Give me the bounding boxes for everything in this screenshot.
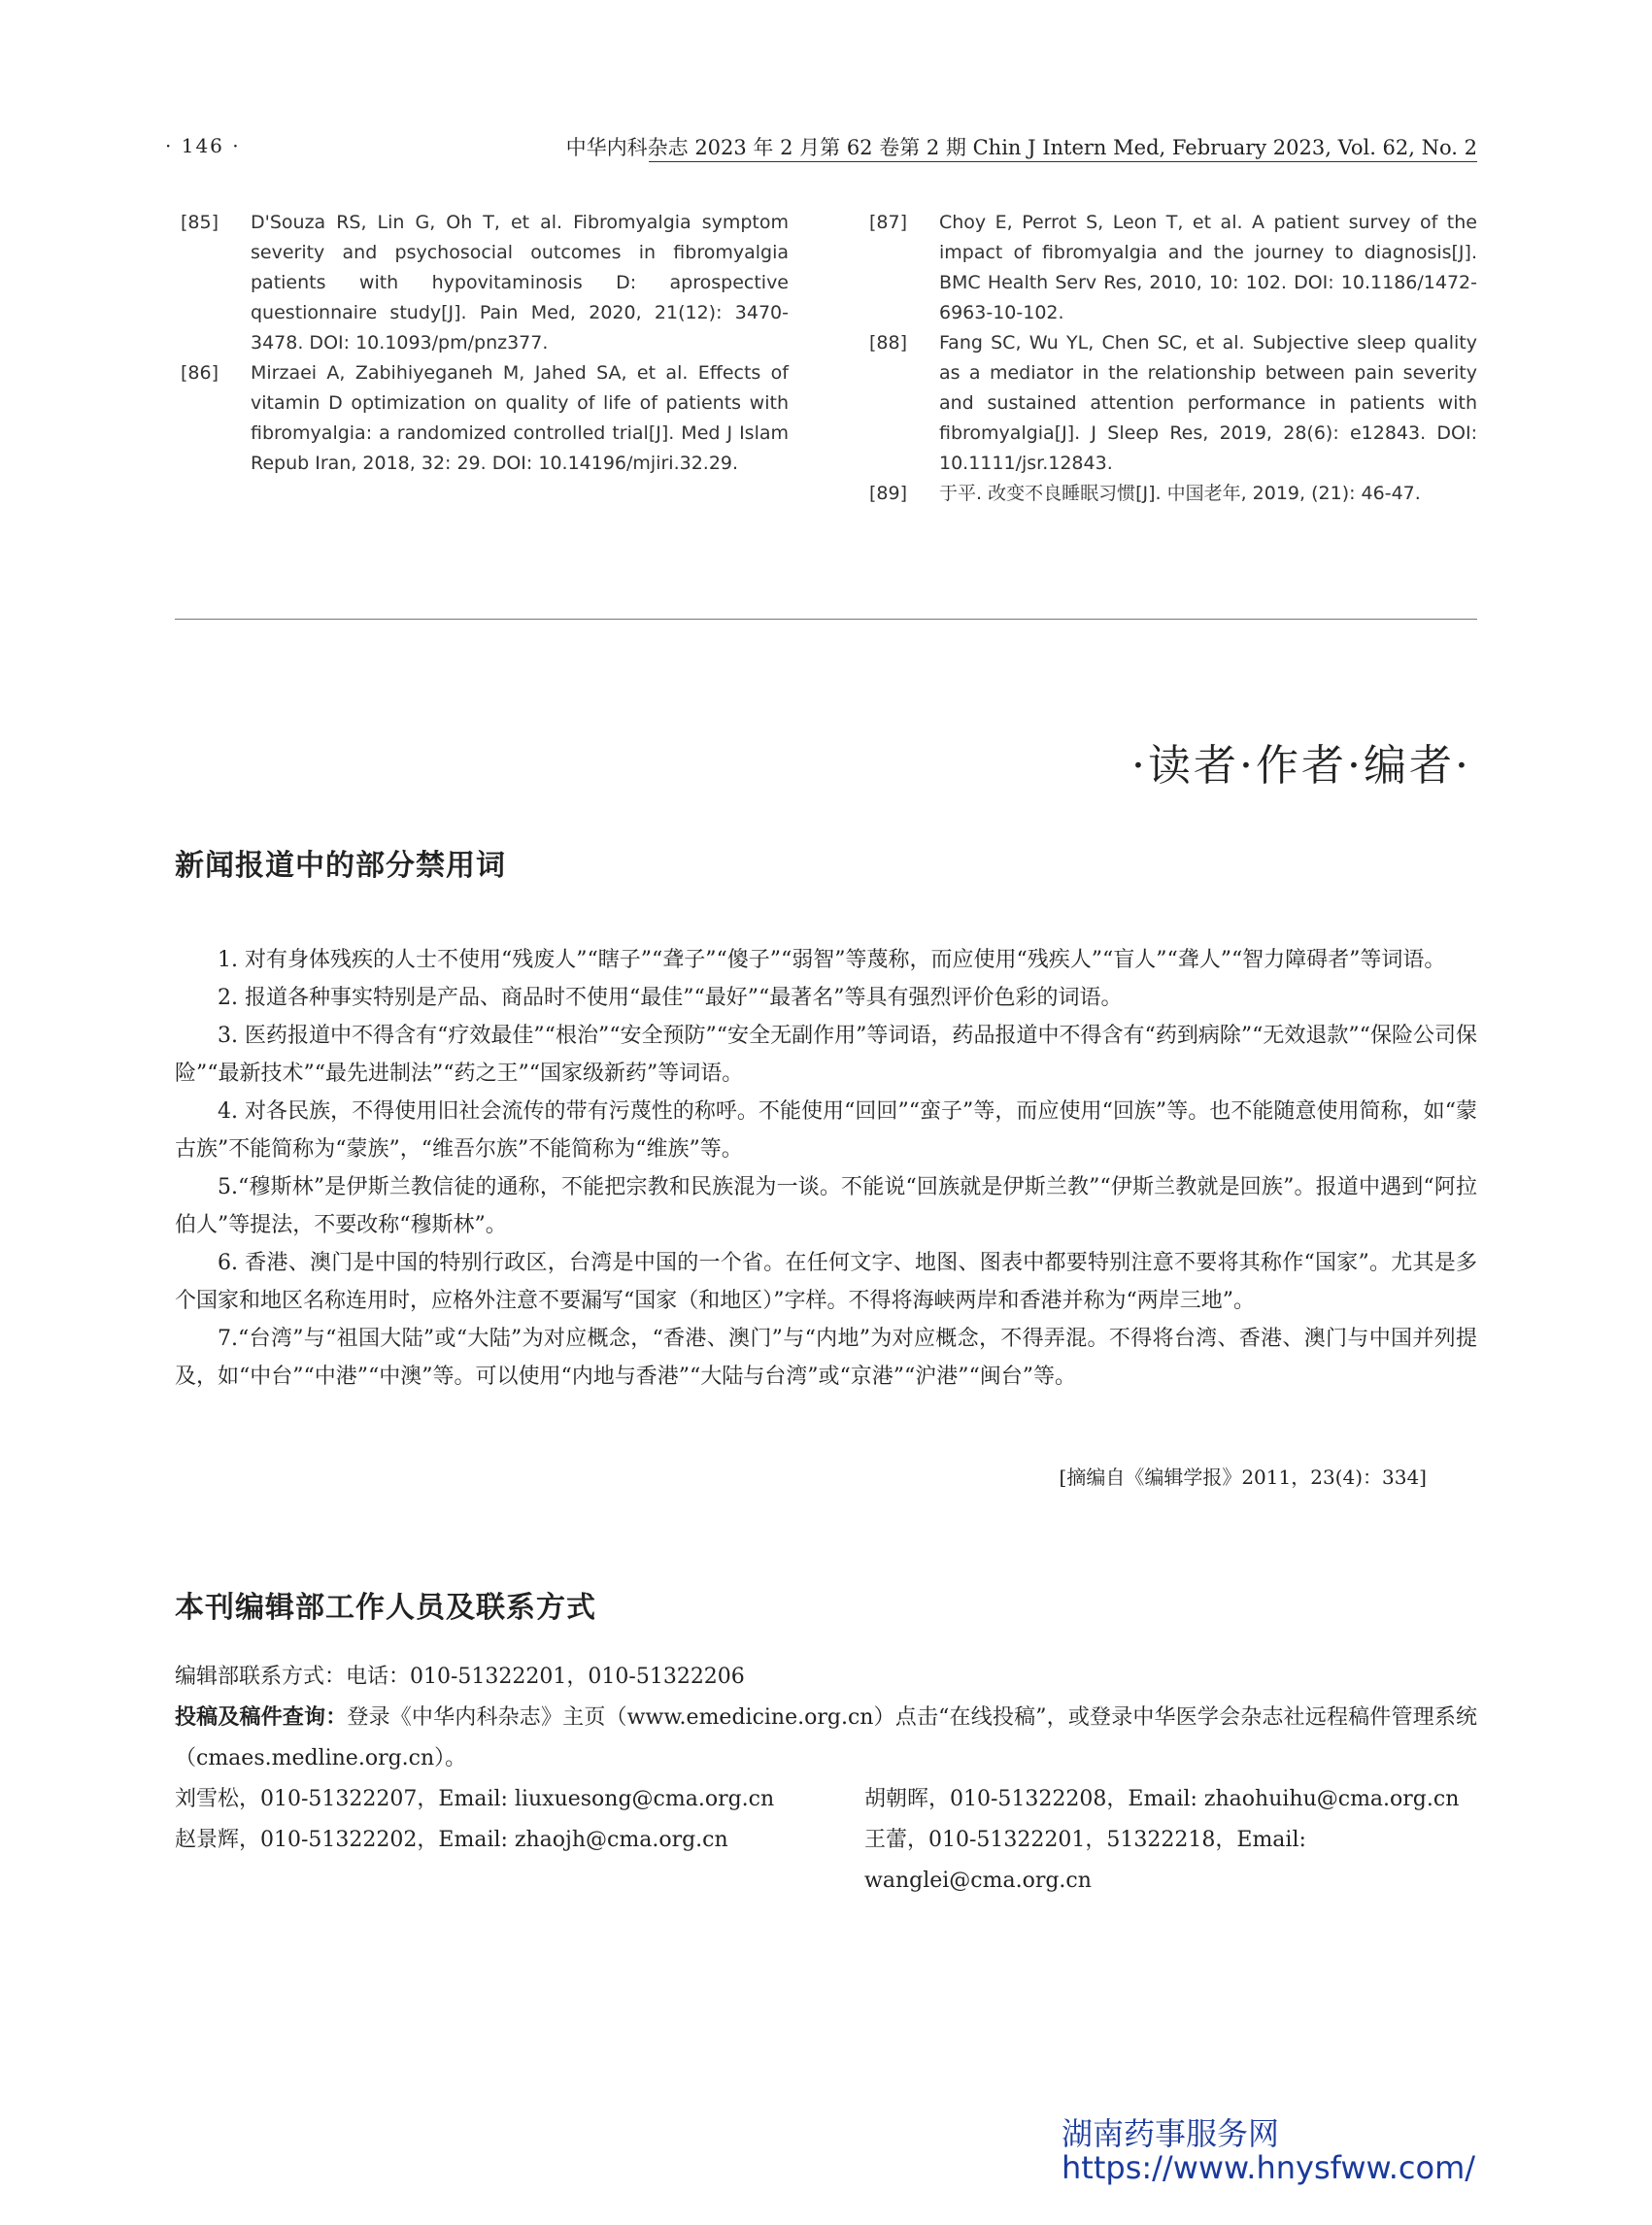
- reference-text: Choy E, Perrot S, Leon T, et al. A patient survey of the impact of fibromyalgia and the journey to diagnosis[J]. BMC Health Serv Res, 2010, 10: 102. DOI: 10.1186/1472-6963-10-102.: [939, 212, 1477, 323]
- reference-number: [85]: [181, 212, 219, 233]
- reference-item: [869, 479, 1477, 509]
- staff-contact: 王蕾，010-51322201，51322218，Email: wanglei@cma.org.cn: [864, 1828, 1306, 1893]
- reference-text: D'Souza RS, Lin G, Oh T, et al. Fibromyalgia symptom severity and psychosocial outcomes in fibromyalgia patients with hypovitaminosis D: aprospective questionnaire study[J]. Pain Med, 2020, 21(12): 3470-3478. DOI: 10.1093/pm/pnz377.: [251, 212, 789, 354]
- reference-text: Mirzaei A, Zabihiyeganeh M, Jahed SA, et al. Effects of vitamin D optimization on quality of life of patients with fibromyalgia: a randomized controlled trial[J]. Med J Islam Repub Iran, 2018, 32: 29. DOI: 10.14196/mjiri.32.29.: [251, 362, 789, 474]
- article-body: [175, 941, 1477, 1396]
- article-paragraph: 5.“穆斯林”是伊斯兰教信徒的通称，不能把宗教和民族混为一谈。不能说“回族就是伊斯兰教”“伊斯兰教就是回族”。报道中遇到“阿拉伯人”等提法，不要改称“穆斯林”。: [175, 1175, 1477, 1237]
- references-right-column: [869, 208, 1477, 509]
- staff-contact: 刘雪松，010-51322207，Email: liuxuesong@cma.org.cn: [175, 1787, 775, 1811]
- staff-contact: 胡朝晖，010-51322208，Email: zhaohuihu@cma.org.cn: [864, 1787, 1460, 1811]
- article-paragraph: 4. 对各民族，不得使用旧社会流传的带有污蔑性的称呼。不能使用“回回”“蛮子”等，而应使用“回族”等。也不能随意使用简称，如“蒙古族”不能简称为“蒙族”，“维吾尔族”不能简称为“维族”等。: [175, 1099, 1477, 1162]
- running-head: 中华内科杂志 2023 年 2 月第 62 卷第 2 期 Chin J Intern Med, February 2023, Vol. 62, No. 2: [565, 136, 1477, 159]
- staff-list: [175, 1779, 1477, 1902]
- article-paragraph: 1. 对有身体残疾的人士不使用“残废人”“瞎子”“聋子”“傻子”“弱智”等蔑称，而应使用“残疾人”“盲人”“聋人”“智力障碍者”等词语。: [218, 948, 1446, 972]
- article-paragraph: 3. 医药报道中不得含有“疗效最佳”“根治”“安全预防”“安全无副作用”等词语，药品报道中不得含有“药到病除”“无效退款”“保险公司保险”“最新技术”“最先进制法”“药之王”“国家级新药”等词语。: [175, 1024, 1477, 1086]
- article-title: 新闻报道中的部分禁用词: [175, 849, 506, 883]
- article-paragraph: 6. 香港、澳门是中国的特别行政区，台湾是中国的一个省。在任何文字、地图、图表中都要特别注意不要将其称作“国家”。尤其是多个国家和地区名称连用时，应格外注意不要漏写“国家（和地区）”字样。不得将海峡两岸和香港并称为“两岸三地”。: [175, 1251, 1477, 1313]
- section-divider: [175, 619, 1477, 620]
- reference-item: [869, 208, 1477, 328]
- reference-number: [89]: [869, 483, 908, 504]
- contact-block: [175, 1657, 1477, 1902]
- reference-number: [87]: [869, 212, 908, 233]
- reference-item: [869, 328, 1477, 479]
- article-paragraph: 7.“台湾”与“祖国大陆”或“大陆”为对应概念，“香港、澳门”与“内地”为对应概念，不得弄混。不得将台湾、香港、澳门与中国并列提及，如“中台”“中港”“中澳”等。可以使用“内地与香港”“大陆与台湾”或“京港”“沪港”“闽台”等。: [175, 1327, 1477, 1389]
- references-left-column: [181, 208, 789, 479]
- page-number: · 146 ·: [165, 134, 241, 157]
- column-title: ·读者·作者·编者·: [1131, 741, 1471, 791]
- staff-contact: 赵景辉，010-51322202，Email: zhaojh@cma.org.cn: [175, 1828, 728, 1852]
- submission-label: 投稿及稿件查询：: [175, 1705, 348, 1730]
- reference-number: [86]: [181, 362, 219, 384]
- header-rule: [649, 161, 1477, 162]
- reference-item: [181, 358, 789, 479]
- article-title: 本刊编辑部工作人员及联系方式: [175, 1591, 596, 1625]
- phone-line: 编辑部联系方式：电话：010-51322201，010-51322206: [175, 1665, 745, 1689]
- article-source: [摘编自《编辑学报》2011，23(4)：334]: [1059, 1466, 1427, 1489]
- watermark-url[interactable]: https://www.hnysfww.com/: [1062, 2149, 1476, 2186]
- reference-text: 于平. 改变不良睡眠习惯[J]. 中国老年, 2019, (21): 46-47.: [939, 483, 1421, 504]
- reference-number: [88]: [869, 332, 908, 354]
- reference-text: Fang SC, Wu YL, Chen SC, et al. Subjective sleep quality as a mediator in the relationship between pain severity and sustained attention performance in patients with fibromyalgia[J]. J Sleep Res, 2019, 28(6): e12843. DOI: 10.1111/jsr.12843.: [939, 332, 1477, 474]
- submission-line: [175, 1698, 1477, 1779]
- reference-item: [181, 208, 789, 358]
- watermark-site-name: 湖南药事服务网: [1062, 2115, 1280, 2152]
- article-paragraph: 2. 报道各种事实特别是产品、商品时不使用“最佳”“最好”“最著名”等具有强烈评价色彩的词语。: [218, 986, 1123, 1010]
- submission-text: 登录《中华内科杂志》主页（www.emedicine.org.cn）点击“在线投稿”，或登录中华医学会杂志社远程稿件管理系统（cmaes.medline.org.cn）。: [175, 1705, 1477, 1770]
